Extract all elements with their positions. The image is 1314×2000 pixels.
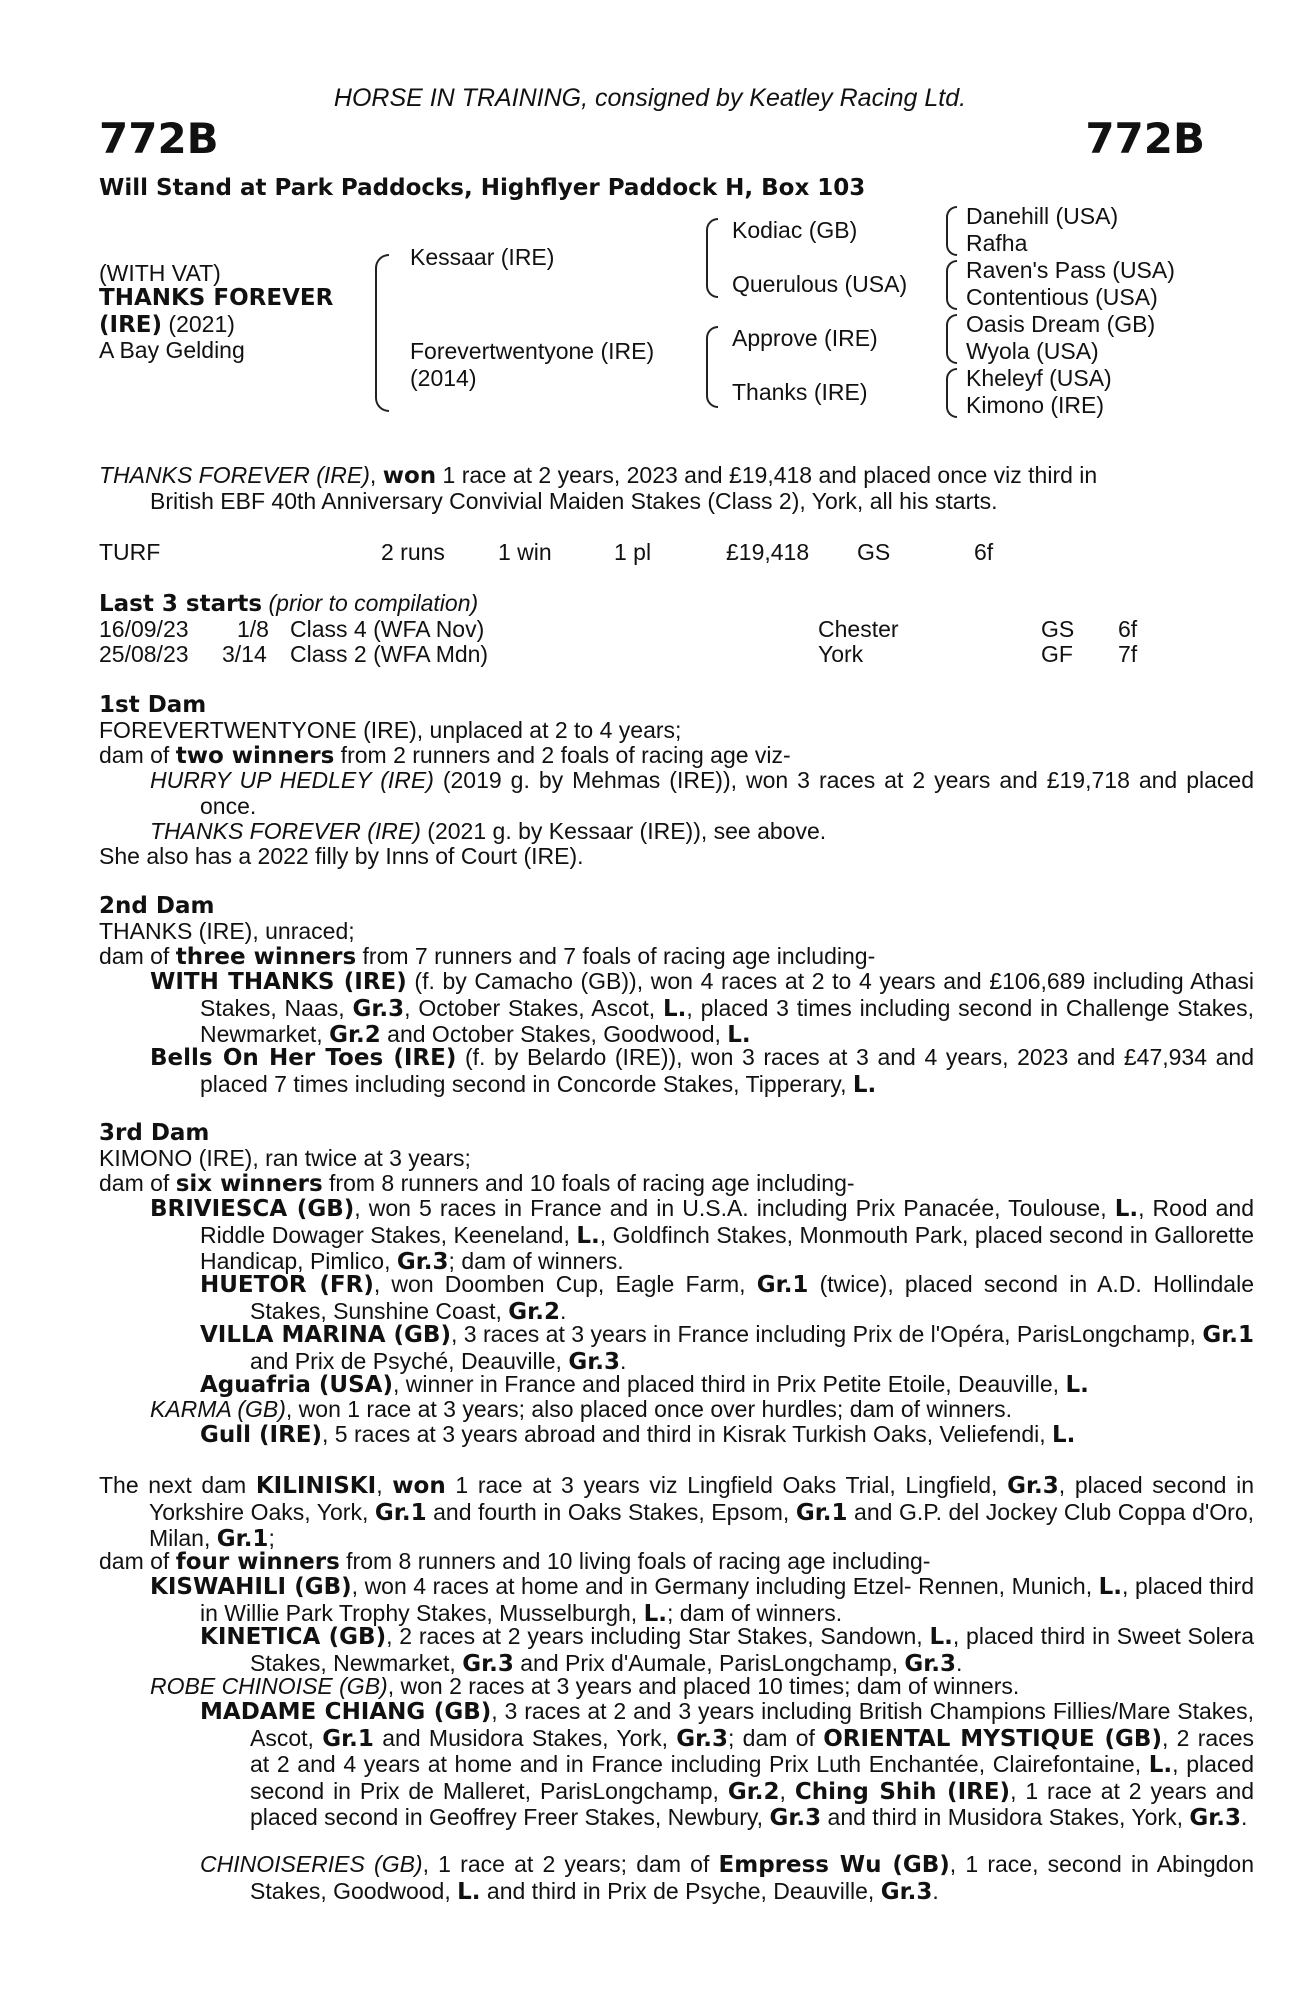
text-run: L. xyxy=(576,1222,600,1249)
horse-name: THANKS FOREVER xyxy=(99,285,334,311)
dam2-with-thanks xyxy=(150,969,1254,1049)
g3-oasis-dream: Oasis Dream (GB) xyxy=(966,311,1156,337)
dam1-heading: 1st Dam xyxy=(99,692,207,718)
text-run: , placed third in Sweet Solera Stakes, Newmarket, xyxy=(250,1623,1254,1676)
dam: Forevertwentyone (IRE) xyxy=(410,338,655,364)
bells-on-her-toes-name: Bells On Her Toes (IRE) xyxy=(150,1045,457,1071)
text-run: Gr.2 xyxy=(508,1298,560,1325)
text-run: , placed 3 times including second in Challenge Stakes, Newmarket, xyxy=(200,994,1254,1047)
vat-note: (WITH VAT) xyxy=(99,260,221,286)
with-thanks-name: WITH THANKS (IRE) xyxy=(150,969,407,995)
start-2-going: GF xyxy=(1041,641,1073,667)
text-run: Gr.2 xyxy=(329,1022,381,1048)
text-run: (f. by Camacho (GB)), won 4 races at 2 to 4 years and £106,689 including Athasi Stakes, Naas, xyxy=(200,968,1254,1021)
g3-rafha: Rafha xyxy=(966,230,1028,256)
text-run: , won Doomben Cup, Eagle Farm, xyxy=(373,1271,757,1297)
start-1-race: Class 4 (WFA Nov) xyxy=(290,616,485,642)
dam2-l2a: dam of xyxy=(99,943,176,969)
dam2-l2c: from 7 runners and 7 foals of racing age including- xyxy=(356,943,876,969)
oriental-mystique-name: ORIENTAL MYSTIQUE (GB) xyxy=(823,1725,1162,1752)
lot-number-left: 772B xyxy=(99,114,219,163)
next-madame-chiang xyxy=(200,1699,1254,1832)
text-run: Gr.1 xyxy=(216,1526,269,1552)
kiswahili-name: KISWAHILI (GB) xyxy=(150,1574,352,1600)
text-run: Gr.1 xyxy=(322,1725,374,1752)
text-run: , 5 races at 3 years abroad and third in Kisrak Turkish Oaks, Veliefendi, xyxy=(322,1421,1053,1447)
text-run: and G.P. del Jockey Club Coppa d'Oro, Milan, xyxy=(149,1498,1254,1551)
dam1-foal-hurry-up-hedley xyxy=(150,768,1254,819)
text-run: L. xyxy=(1098,1574,1123,1600)
text-run: , October Stakes, Ascot, xyxy=(404,994,663,1021)
last-starts-heading xyxy=(99,591,478,618)
dam2-winners: three winners xyxy=(175,944,357,970)
text-run: . xyxy=(1241,1804,1248,1830)
start-2-course: York xyxy=(818,641,864,667)
text-run: L. xyxy=(643,1600,667,1627)
text-run: and third in Prix de Psyche, Deauville, xyxy=(480,1877,881,1904)
text-run: . xyxy=(620,1347,627,1374)
dam1-line3: She also has a 2022 filly by Inns of Court (IRE). xyxy=(99,843,584,869)
text-run: , 1 race at 2 years; dam of xyxy=(422,1851,719,1877)
villa-marina-name: VILLA MARINA (GB) xyxy=(200,1322,451,1348)
text-run: L. xyxy=(852,1071,877,1098)
sire-dam: Querulous (USA) xyxy=(732,271,908,297)
text-run: , 2 races at 2 and 4 years at home and in France including Prix Luth Enchantée, Clairefontaine, xyxy=(250,1724,1254,1777)
text-run: from 8 runners and 10 foals of racing age including- xyxy=(322,1170,855,1196)
text-run: L. xyxy=(1148,1752,1173,1778)
text-run: Gr.3 xyxy=(1189,1805,1242,1831)
record-placed: 1 pl xyxy=(614,539,652,565)
text-run: , placed second in Yorkshire Oaks, York, xyxy=(149,1472,1255,1525)
text-run: and Musidora Stakes, York, xyxy=(373,1724,677,1751)
g3-ravens-pass: Raven's Pass (USA) xyxy=(966,257,1175,283)
summary-won: won xyxy=(382,463,437,489)
dam1-foal-thanks-forever xyxy=(150,819,826,845)
brace-g3-4 xyxy=(946,368,957,418)
stand-location: Will Stand at Park Paddocks, Highflyer Paddock H, Box 103 xyxy=(99,175,866,201)
text-run: Gr.1 xyxy=(756,1272,809,1298)
text-run: dam of xyxy=(99,1548,176,1574)
text-run: , won 1 race at 3 years; also placed once over hurdles; dam of winners. xyxy=(285,1396,1013,1422)
text-run: L. xyxy=(1065,1372,1089,1398)
dam1-l2a: dam of xyxy=(99,742,176,768)
text-run: and fourth in Oaks Stakes, Epsom, xyxy=(426,1498,796,1525)
start-1-going: GS xyxy=(1041,616,1075,642)
text-run: and Prix d'Aumale, ParisLongchamp, xyxy=(513,1649,905,1676)
text-run: Gr.2 xyxy=(727,1778,780,1805)
text-run: , won 2 races at 3 years and placed 10 times; dam of winners. xyxy=(387,1673,1020,1699)
text-run: L. xyxy=(1052,1422,1076,1448)
summary-horse-name: THANKS FOREVER (IRE) xyxy=(99,462,370,488)
horse-description: A Bay Gelding xyxy=(99,337,245,363)
text-run: L. xyxy=(727,1022,751,1048)
race-summary-line2: British EBF 40th Anniversary Convivial Maiden Stakes (Class 2), York, all his starts. xyxy=(150,488,998,514)
ching-shih-name: Ching Shih (IRE) xyxy=(794,1778,1011,1805)
dam1-winners: two winners xyxy=(175,743,335,769)
start-2-pos: 3/14 xyxy=(222,641,267,667)
text-run: L. xyxy=(1114,1196,1139,1222)
text-run: L. xyxy=(929,1624,953,1650)
horse-country: (IRE) xyxy=(99,312,163,338)
thanks-forever-text: (2021 g. by Kessaar (IRE)), see above. xyxy=(420,818,827,844)
text-run: Gr.1 xyxy=(795,1499,848,1526)
dam-dam: Thanks (IRE) xyxy=(732,379,868,405)
dam1-line2 xyxy=(99,743,791,770)
record-surface: TURF xyxy=(99,539,161,565)
brace-horse xyxy=(375,254,389,412)
next-chinoiseries xyxy=(200,1852,1254,1905)
brace-dam xyxy=(706,326,718,408)
lot-number-right: 772B xyxy=(1085,114,1205,163)
brace-sire xyxy=(706,218,718,298)
huetor-name: HUETOR (FR) xyxy=(200,1272,374,1298)
next-dam-kiliniski: The next dam KILINISKI, won 1 race at 3 years viz Lingfield Oaks Trial, Lingfield, Gr.3, placed second in Yorkshire Oaks, York, Gr.1 and fourth in Oaks Stakes, Epsom, Gr.1 and G.P. del Jockey Club Coppa d'Oro, Milan, Gr.1; xyxy=(99,1472,1255,1552)
text-run: ; xyxy=(268,1525,275,1551)
robe-chinoise-name: ROBE CHINOISE (GB) xyxy=(150,1673,388,1699)
text-run: 1 race at 3 years viz Lingfield Oaks Trial, Lingfield, xyxy=(445,1472,1008,1498)
text-run: , Rood and Riddle Dowager Stakes, Keeneland, xyxy=(200,1195,1254,1248)
text-run: , xyxy=(779,1777,795,1804)
sire-sire: Kodiac (GB) xyxy=(732,217,858,243)
g3-danehill: Danehill (USA) xyxy=(966,203,1119,229)
text-run: Gr.3 xyxy=(462,1650,514,1677)
brace-g3-2 xyxy=(946,260,957,310)
dam3-briviesca xyxy=(150,1196,1254,1276)
next-kinetica xyxy=(200,1624,1254,1677)
text-run: The next dam xyxy=(99,1472,256,1498)
start-2-race: Class 2 (WFA Mdn) xyxy=(290,641,489,667)
dam-year: (2014) xyxy=(410,365,477,391)
text-run: and third in Musidora Stakes, York, xyxy=(821,1804,1190,1830)
text-run: L. xyxy=(457,1878,481,1905)
kinetica-name: KINETICA (GB) xyxy=(200,1624,387,1650)
text-run: , 2 races at 2 years including Star Stakes, Sandown, xyxy=(386,1623,930,1649)
text-run: and Prix de Psyché, Deauville, xyxy=(250,1347,569,1374)
start-1-pos: 1/8 xyxy=(237,616,269,642)
start-1-dist: 6f xyxy=(1118,616,1138,642)
text-run: , 1 race, second in Abingdon Stakes, Goodwood, xyxy=(250,1851,1255,1904)
hurry-up-hedley-text: (2019 g. by Mehmas (IRE)), won 3 races at 2 years and £19,718 and placed once. xyxy=(200,767,1254,819)
g3-wyola: Wyola (USA) xyxy=(966,338,1099,364)
text-run: , won 4 races at home and in Germany including Etzel- Rennen, Munich, xyxy=(351,1573,1099,1599)
text-run: won xyxy=(392,1473,446,1499)
kiliniski-name: KILINISKI xyxy=(255,1473,377,1499)
dam-sire: Approve (IRE) xyxy=(732,325,878,351)
record-distance: 6f xyxy=(974,539,994,565)
dam3-line2 xyxy=(99,1171,855,1198)
g3-kheleyf: Kheleyf (USA) xyxy=(966,365,1112,391)
text-run: , 3 races at 3 years in France including Prix de l'Opéra, ParisLongchamp, xyxy=(450,1321,1203,1347)
text-run: (twice), placed second in A.D. Hollindale Stakes, Sunshine Coast, xyxy=(250,1271,1254,1324)
dam3-huetor xyxy=(200,1272,1254,1325)
record-prize: £19,418 xyxy=(726,539,810,565)
g3-contentious: Contentious (USA) xyxy=(966,284,1158,310)
text-run: L. xyxy=(662,995,687,1022)
text-run: Gr.3 xyxy=(880,1878,933,1905)
summary-text1: 1 race at 2 years, 2023 and £19,418 and placed once viz third in xyxy=(436,462,1098,488)
text-run: ; dam of xyxy=(727,1724,824,1751)
dam3-karma xyxy=(150,1397,1012,1423)
gull-name: Gull (IRE) xyxy=(200,1422,323,1448)
text-run: . xyxy=(956,1649,963,1676)
dam3-winners: six winners xyxy=(175,1171,323,1197)
last-starts-title: Last 3 starts xyxy=(99,591,263,617)
dam2-bells-on-her-toes xyxy=(150,1045,1254,1098)
dam3-villa-marina xyxy=(200,1322,1254,1375)
text-run: dam of xyxy=(99,1170,176,1196)
consigned-line: HORSE IN TRAINING, consigned by Keatley Racing Ltd. xyxy=(333,84,967,112)
text-run: , 3 races at 2 and 3 years including British Champions Fillies/Mare Stakes, Ascot, xyxy=(250,1698,1254,1751)
text-run: Gr.3 xyxy=(676,1725,728,1752)
madame-chiang-name: MADAME CHIANG (GB) xyxy=(200,1699,492,1725)
text-run: Gr.3 xyxy=(568,1348,621,1375)
text-run: (f. by Belardo (IRE)), won 3 races at 3 and 4 years, 2023 and £47,934 and placed 7 times including second in Concorde Stakes, Tipperary, xyxy=(200,1044,1254,1097)
text-run: , placed third in Willie Park Trophy Stakes, Musselburgh, xyxy=(200,1573,1254,1626)
text-run: , Goldfinch Stakes, Monmouth Park, placed second in Gallorette Handicap, Pimlico, xyxy=(200,1221,1254,1274)
last-starts-note: (prior to compilation) xyxy=(268,590,479,616)
dam3-heading: 3rd Dam xyxy=(99,1120,210,1146)
text-run: ; dam of winners. xyxy=(448,1248,624,1274)
text-run: Gr.1 xyxy=(1202,1322,1254,1348)
thanks-forever-name: THANKS FOREVER (IRE) xyxy=(150,818,421,844)
next-dam-line2 xyxy=(99,1549,930,1576)
text-run: from 8 runners and 10 living foals of racing age including- xyxy=(339,1548,931,1574)
brace-g3-3 xyxy=(946,314,957,364)
text-run: Gr.3 xyxy=(1007,1473,1059,1499)
record-going: GS xyxy=(857,539,891,565)
next-robe-chinoise xyxy=(150,1674,1019,1700)
text-run: Gr.1 xyxy=(374,1499,427,1526)
text-run: , placed second in Prix de Malleret, ParisLongchamp, xyxy=(250,1751,1255,1804)
text-run: , won 5 races in France and in U.S.A. including Prix Panacée, Toulouse, xyxy=(354,1195,1115,1221)
text-run: Gr.3 xyxy=(352,995,405,1022)
start-2-date: 25/08/23 xyxy=(99,641,189,667)
dam1-line1: FOREVERTWENTYONE (IRE), unplaced at 2 to 4 years; xyxy=(99,717,682,743)
horse-name-line2 xyxy=(99,312,235,339)
text-run: ; dam of winners. xyxy=(666,1599,843,1626)
text-run: Gr.3 xyxy=(769,1805,822,1831)
dam3-line1: KIMONO (IRE), ran twice at 3 years; xyxy=(99,1145,471,1171)
next-dam-winners: four winners xyxy=(175,1549,340,1575)
race-summary: THANKS FOREVER (IRE), won 1 race at 2 years, 2023 and £19,418 and placed once viz third in xyxy=(99,462,1098,489)
text-run: Gr.3 xyxy=(396,1249,449,1275)
text-run: . xyxy=(932,1877,939,1904)
text-run: Gr.3 xyxy=(904,1650,957,1677)
text-run: , 1 race at 2 years and placed second in Geoffrey Freer Stakes, Newbury, xyxy=(250,1777,1254,1830)
hurry-up-hedley-name: HURRY UP HEDLEY (IRE) xyxy=(150,767,434,793)
chinoiseries-name: CHINOISERIES (GB) xyxy=(200,1851,423,1877)
dam3-gull xyxy=(200,1422,1075,1449)
sire: Kessaar (IRE) xyxy=(410,244,555,270)
text-run: . xyxy=(559,1297,567,1324)
record-wins: 1 win xyxy=(498,539,552,565)
karma-name: KARMA (GB) xyxy=(150,1396,286,1422)
dam2-heading: 2nd Dam xyxy=(99,893,215,919)
dam2-line2 xyxy=(99,944,875,971)
briviesca-name: BRIVIESCA (GB) xyxy=(150,1196,355,1222)
text-run: and October Stakes, Goodwood, xyxy=(380,1021,728,1047)
dam3-aguafria xyxy=(200,1372,1089,1399)
aguafria-name: Aguafria (USA) xyxy=(200,1372,393,1398)
text-run: , winner in France and placed third in Prix Petite Etoile, Deauville, xyxy=(392,1371,1066,1397)
record-runs: 2 runs xyxy=(381,539,445,565)
dam1-l2c: from 2 runners and 2 foals of racing age viz- xyxy=(334,742,791,768)
horse-year: (2021) xyxy=(162,311,235,337)
brace-g3-1 xyxy=(946,206,957,256)
g3-kimono: Kimono (IRE) xyxy=(966,392,1105,418)
dam2-line1: THANKS (IRE), unraced; xyxy=(99,918,355,944)
start-1-date: 16/09/23 xyxy=(99,616,189,642)
start-2-dist: 7f xyxy=(1118,641,1138,667)
start-1-course: Chester xyxy=(818,616,899,642)
next-kiswahili xyxy=(150,1574,1254,1627)
empress-wu-name: Empress Wu (GB) xyxy=(718,1852,950,1878)
